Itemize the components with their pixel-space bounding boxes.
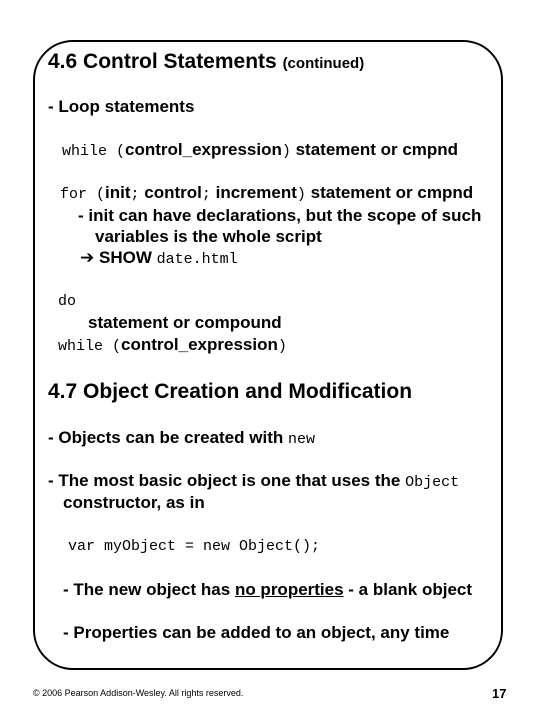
no-properties-line: [63, 580, 472, 600]
while-keyword: while (: [62, 143, 126, 160]
for-close-paren: ): [296, 186, 306, 203]
new-keyword: new: [287, 431, 315, 448]
for-separator-1: ;: [130, 186, 140, 203]
for-increment: increment: [215, 183, 297, 202]
for-tail: statement or cmpnd: [310, 183, 474, 202]
objects-created-line: [48, 428, 315, 448]
show-label: SHOW: [98, 248, 152, 267]
heading-suffix: (continued): [282, 55, 365, 72]
for-note-line-1: - init can have declarations, but the scope of such: [78, 206, 482, 225]
no-properties-pre: - The new object has: [63, 580, 231, 599]
show-line: [80, 248, 238, 268]
do-while-line: [58, 335, 287, 355]
while-expression: control_expression: [125, 140, 282, 159]
for-separator-2: ;: [201, 186, 211, 203]
properties-added-line: - Properties can be added to an object, any time: [63, 623, 450, 642]
do-while-keyword: while (: [58, 338, 122, 355]
no-properties-underlined: no properties: [234, 580, 344, 599]
heading-title: 4.6 Control Statements: [48, 50, 277, 73]
while-tail: statement or cmpnd: [295, 140, 459, 159]
page-number: 17: [492, 686, 507, 701]
copyright-notice: © 2006 Pearson Addison-Wesley. All rights reserved.: [33, 688, 244, 698]
object-keyword: Object: [405, 474, 460, 491]
for-init: init: [105, 183, 131, 202]
while-close-paren: ): [281, 143, 291, 160]
section-heading-4-6: [48, 50, 364, 74]
basic-object-line-2: constructor, as in: [63, 493, 205, 512]
for-note-line-2: variables is the whole script: [95, 227, 322, 246]
basic-object-line-1: [48, 471, 459, 491]
code-example: var myObject = new Object();: [68, 538, 321, 555]
slide-frame: [33, 40, 503, 670]
while-syntax-line: [62, 140, 458, 160]
show-filename: date.html: [156, 251, 238, 268]
do-while-close-paren: ): [277, 338, 287, 355]
for-keyword: for (: [60, 186, 106, 203]
no-properties-post: - a blank object: [348, 580, 473, 599]
for-syntax-line: [60, 183, 473, 203]
objects-created-text: - Objects can be created with: [48, 428, 284, 447]
do-body: statement or compound: [88, 313, 282, 332]
loop-intro: - Loop statements: [48, 97, 195, 116]
do-while-expression: control_expression: [121, 335, 278, 354]
right-arrow-icon: ➔: [80, 248, 95, 267]
section-heading-4-7: 4.7 Object Creation and Modification: [48, 380, 413, 403]
basic-object-text: - The most basic object is one that uses the: [48, 471, 401, 490]
for-control: control: [144, 183, 202, 202]
do-keyword: do: [58, 293, 77, 310]
